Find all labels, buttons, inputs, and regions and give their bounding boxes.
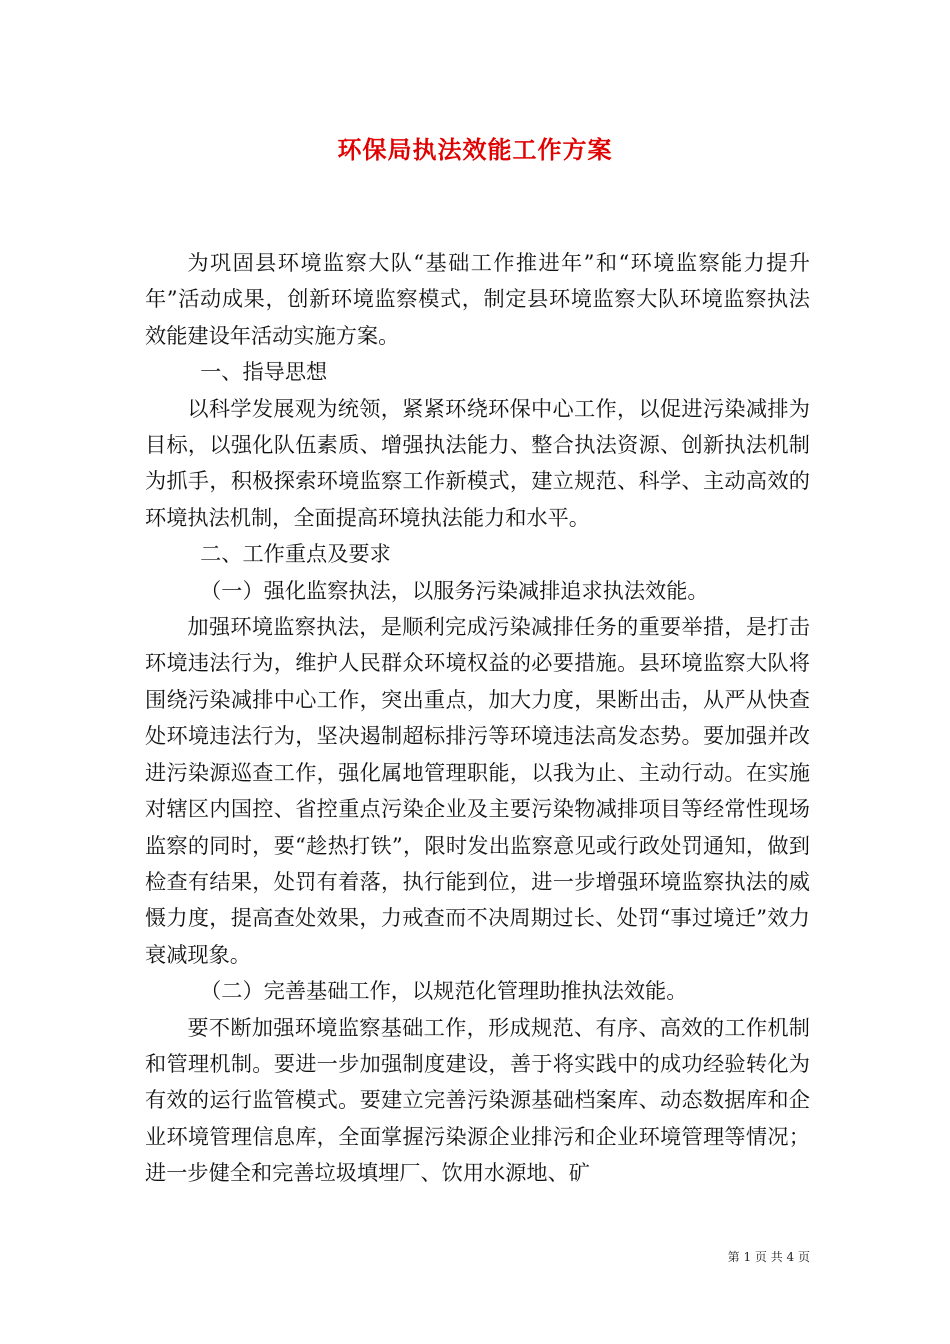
paragraph-guiding-thought: 以科学发展观为统领，紧紧环绕环保中心工作，以促进污染减排为目标，以强化队伍素质、增强执法能力、整合执法资源、创新执法机制为抓手，积极探索环境监察工作新模式，建立规范、科学、主动高效的环境执法机制，全面提高环境执法能力和水平。 [145,395,810,530]
section-heading-guiding-thought: 一、指导思想 [200,359,328,385]
paragraph-intro: 为巩固县环境监察大队“基础工作推进年”和“环境监察能力提升年”活动成果，创新环境监察模式，制定县环境监察大队环境监察执法效能建设年活动实施方案。 [145,250,810,348]
subsection-heading-2: （二）完善基础工作，以规范化管理助推执法效能。 [200,978,688,1004]
subsection-heading-1: （一）强化监察执法，以服务污染减排追求执法效能。 [200,577,709,603]
page-number-footer: 第 1 页 共 4 页 [727,1250,810,1264]
document-title: 环保局执法效能工作方案 [337,135,613,164]
section-heading-key-work: 二、工作重点及要求 [200,541,391,567]
document-body [145,245,810,1192]
paragraph-subsection-1: 加强环境监察执法，是顺利完成污染减排任务的重要举措，是打击环境违法行为，维护人民群众环境权益的必要措施。县环境监察大队将围绕污染减排中心工作，突出重点，加大力度，果断出击，从严从快查处环境违法行为，坚决遏制超标排污等环境违法高发态势。要加强并改进污染源巡查工作，强化属地管理职能，以我为止、主动行动。在实施对辖区内国控、省控重点污染企业及主要污染物减排项目等经常性现场监察的同时，要“趁热打铁”，限时发出监察意见或行政处罚通知，做到检查有结果，处罚有着落，执行能到位，进一步增强环境监察执法的威慑力度，提高查处效果，力戒查而不决周期过长、处罚“事过境迁”效力衰减现象。 [145,614,810,967]
paragraph-subsection-2: 要不断加强环境监察基础工作，形成规范、有序、高效的工作机制和管理机制。要进一步加强制度建设，善于将实践中的成功经验转化为有效的运行监管模式。要建立完善污染源基础档案库、动态数据库和企业环境管理信息库，全面掌握污染源企业排污和企业环境管理等情况；进一步健全和完善垃圾填埋厂、饮用水源地、矿 [145,1014,810,1186]
